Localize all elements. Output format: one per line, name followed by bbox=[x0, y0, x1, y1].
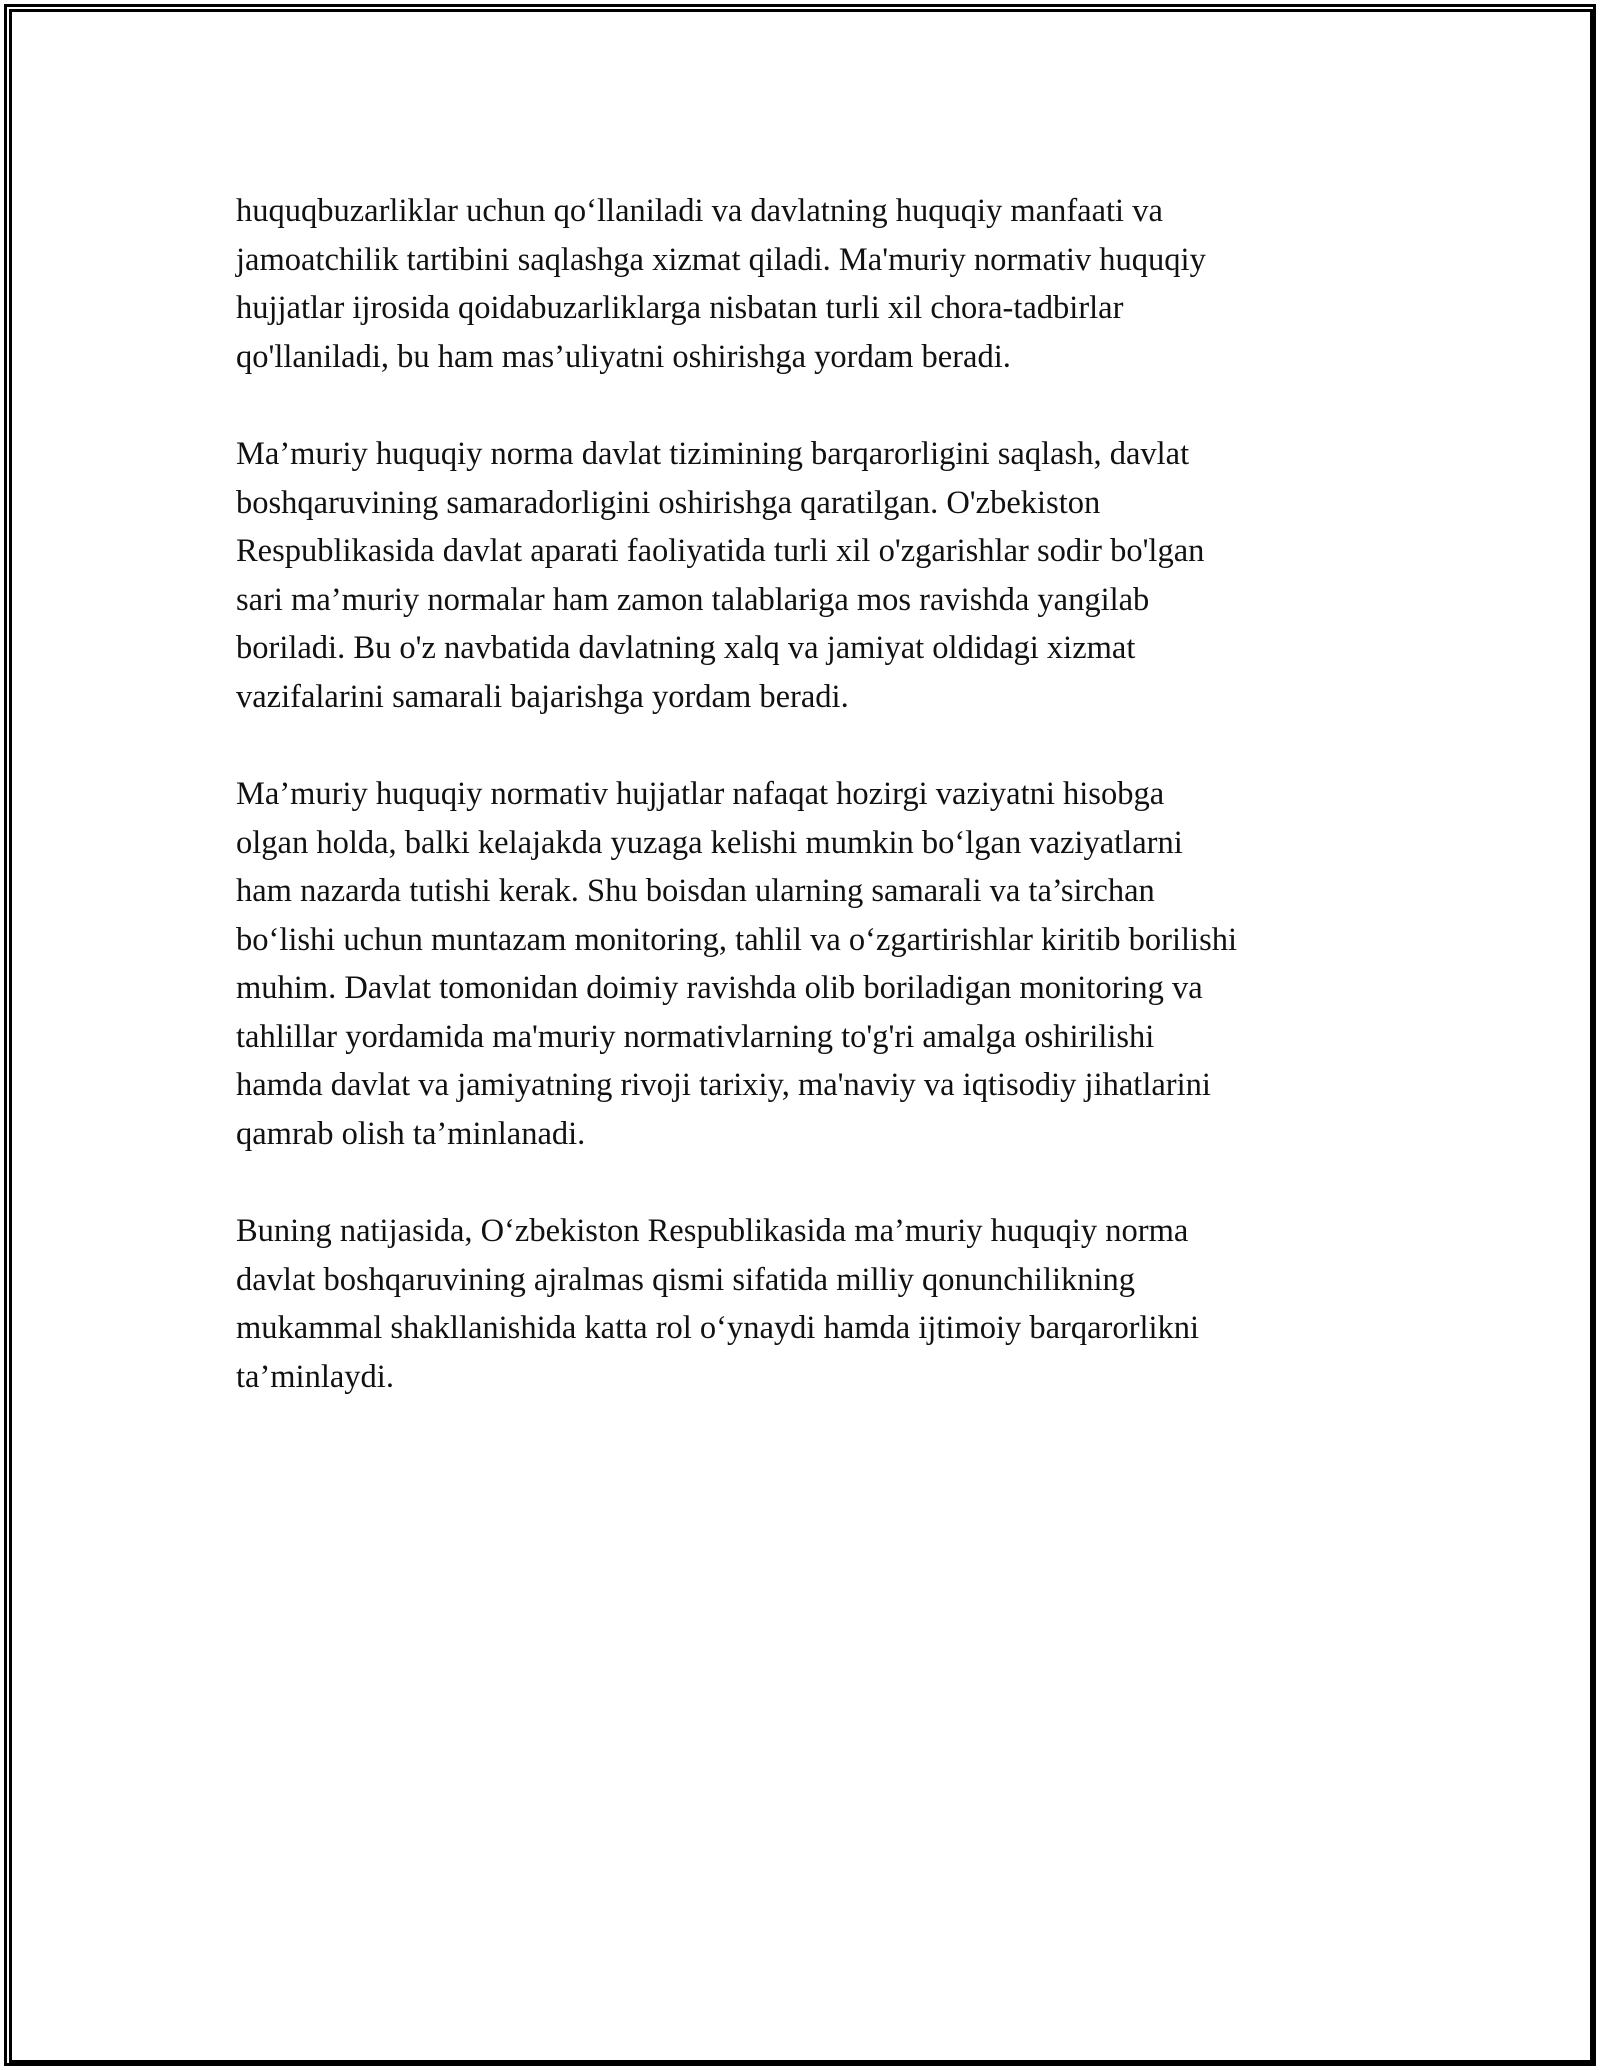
paragraph-4: Buning natijasida, O‘zbekiston Respublikasida ma’muriy huquqiy norma davlat boshqaruvining ajralmas qismi sifatida milliy qonunchilikning mukammal shakllanishida katta rol o‘ynaydi hamda ijtimoiy barqarorlikni ta’minlaydi. bbox=[236, 1213, 1200, 1395]
paragraph-2: Ma’muriy huquqiy norma davlat tizimining barqarorligini saqlash, davlat boshqaruvining samaradorligini oshirishga qaratilgan. O'zbekiston Respublikasida davlat aparati faoliyatida turli xil o'zgarishlar sodir bo'lgan sari ma’muriy normalar ham zamon talablariga mos ravishda yangilab boriladi. Bu o'z navbatida davlatning xalq va jamiyat oldidagi xizmat vazifalarini samarali bajarishga yordam beradi. bbox=[236, 436, 1205, 715]
document-body bbox=[236, 187, 1376, 1401]
paragraph-3: Ma’muriy huquqiy normativ hujjatlar nafaqat hozirgi vaziyatni hisobga olgan holda, balki kelajakda yuzaga kelishi mumkin bo‘lgan vaziyatlarni ham nazarda tutishi kerak. Shu boisdan ularning samarali va ta’sirchan bo‘lishi uchun muntazam monitoring, tahlil va o‘zgartirishlar kiritib borilishi muhim. Davlat tomonidan doimiy ravishda olib boriladigan monitoring va tahlillar yordamida ma'muriy normativlarning to'g'ri amalga oshirilishi hamda davlat va jamiyatning rivoji tarixiy, ma'naviy va iqtisodiy jihatlarini qamrab olish ta’minlanadi. bbox=[236, 776, 1237, 1152]
paragraph-1: huquqbuzarliklar uchun qo‘llaniladi va davlatning huquqiy manfaati va jamoatchilik tartibini saqlashga xizmat qiladi. Ma'muriy normativ huquqiy hujjatlar ijrosida qoidabuzarliklarga nisbatan turli xil chora-tadbirlar qo'llaniladi, bu ham mas’uliyatni oshirishga yordam beradi. bbox=[236, 193, 1206, 375]
